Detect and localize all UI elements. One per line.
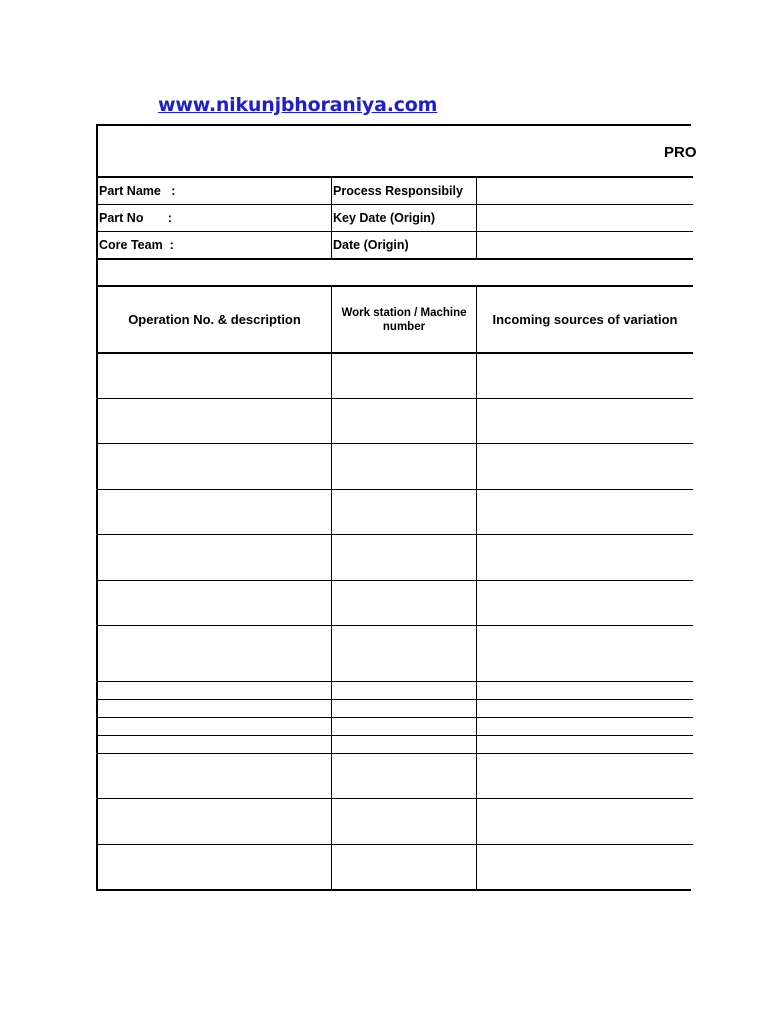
table-row bbox=[98, 700, 693, 718]
table-row bbox=[98, 718, 693, 736]
table-cell-variation[interactable] bbox=[477, 399, 693, 443]
table-cell-variation[interactable] bbox=[477, 799, 693, 844]
table-row bbox=[98, 535, 693, 581]
form-title-cell bbox=[98, 126, 697, 178]
table-cell-variation[interactable] bbox=[477, 718, 693, 735]
table-row bbox=[98, 490, 693, 535]
table-row bbox=[98, 754, 693, 799]
table-row bbox=[98, 799, 693, 845]
spacer-row bbox=[98, 260, 693, 287]
info-row-part-name bbox=[98, 178, 693, 205]
table-row bbox=[98, 626, 693, 682]
table-cell-variation[interactable] bbox=[477, 490, 693, 534]
table-cell-operation[interactable] bbox=[98, 682, 332, 699]
table-cell-workstation[interactable] bbox=[332, 399, 477, 443]
column-header-workstation: Work station / Machine number bbox=[332, 287, 477, 352]
table-cell-variation[interactable] bbox=[477, 535, 693, 580]
process-form-sheet bbox=[96, 124, 697, 891]
table-cell-operation[interactable] bbox=[98, 754, 332, 798]
table-cell-operation[interactable] bbox=[98, 845, 332, 889]
date-origin-label: Date (Origin) bbox=[332, 232, 477, 258]
key-date-value[interactable] bbox=[477, 205, 693, 231]
table-cell-operation[interactable] bbox=[98, 399, 332, 443]
process-responsibility-label: Process Responsibily bbox=[332, 178, 477, 204]
table-cell-workstation[interactable] bbox=[332, 581, 477, 625]
table-cell-operation[interactable] bbox=[98, 799, 332, 844]
table-row bbox=[98, 354, 693, 399]
table-cell-variation[interactable] bbox=[477, 736, 693, 753]
table-cell-operation[interactable] bbox=[98, 490, 332, 534]
table-cell-workstation[interactable] bbox=[332, 490, 477, 534]
table-cell-workstation[interactable] bbox=[332, 444, 477, 489]
info-row-part-no bbox=[98, 205, 693, 232]
table-cell-variation[interactable] bbox=[477, 444, 693, 489]
process-responsibility-value[interactable] bbox=[477, 178, 693, 204]
table-cell-operation[interactable] bbox=[98, 444, 332, 489]
table-cell-workstation[interactable] bbox=[332, 626, 477, 681]
table-cell-operation[interactable] bbox=[98, 535, 332, 580]
table-cell-workstation[interactable] bbox=[332, 700, 477, 717]
table-cell-variation[interactable] bbox=[477, 845, 693, 889]
table-cell-workstation[interactable] bbox=[332, 754, 477, 798]
table-cell-workstation[interactable] bbox=[332, 736, 477, 753]
table-cell-variation[interactable] bbox=[477, 354, 693, 398]
table-cell-workstation[interactable] bbox=[332, 718, 477, 735]
table-cell-workstation[interactable] bbox=[332, 682, 477, 699]
key-date-label: Key Date (Origin) bbox=[332, 205, 477, 231]
table-cell-operation[interactable] bbox=[98, 354, 332, 398]
table-row bbox=[98, 736, 693, 754]
part-no-label: Part No : bbox=[98, 205, 332, 231]
table-cell-operation[interactable] bbox=[98, 581, 332, 625]
table-cell-operation[interactable] bbox=[98, 718, 332, 735]
part-name-label: Part Name : bbox=[98, 178, 332, 204]
column-header-variation: Incoming sources of variation bbox=[492, 312, 678, 327]
table-cell-variation[interactable] bbox=[477, 754, 693, 798]
table-row bbox=[98, 581, 693, 626]
website-link[interactable]: www.nikunjbhoraniya.com bbox=[158, 94, 438, 116]
table-cell-operation[interactable] bbox=[98, 626, 332, 681]
table-row bbox=[98, 682, 693, 700]
table-cell-workstation[interactable] bbox=[332, 799, 477, 844]
date-origin-value[interactable] bbox=[477, 232, 693, 258]
table-cell-workstation[interactable] bbox=[332, 354, 477, 398]
table-row bbox=[98, 845, 693, 889]
table-cell-variation[interactable] bbox=[477, 626, 693, 681]
table-cell-workstation[interactable] bbox=[332, 845, 477, 889]
table-cell-workstation[interactable] bbox=[332, 535, 477, 580]
info-row-core-team bbox=[98, 232, 693, 260]
form-title: PRO bbox=[664, 144, 697, 161]
table-cell-operation[interactable] bbox=[98, 736, 332, 753]
table-row bbox=[98, 399, 693, 444]
table-row bbox=[98, 444, 693, 490]
core-team-label: Core Team : bbox=[98, 232, 332, 258]
table-cell-variation[interactable] bbox=[477, 700, 693, 717]
table-header-row bbox=[98, 287, 693, 354]
table-cell-variation[interactable] bbox=[477, 581, 693, 625]
table-cell-variation[interactable] bbox=[477, 682, 693, 699]
column-header-operation: Operation No. & description bbox=[98, 287, 332, 352]
table-cell-operation[interactable] bbox=[98, 700, 332, 717]
